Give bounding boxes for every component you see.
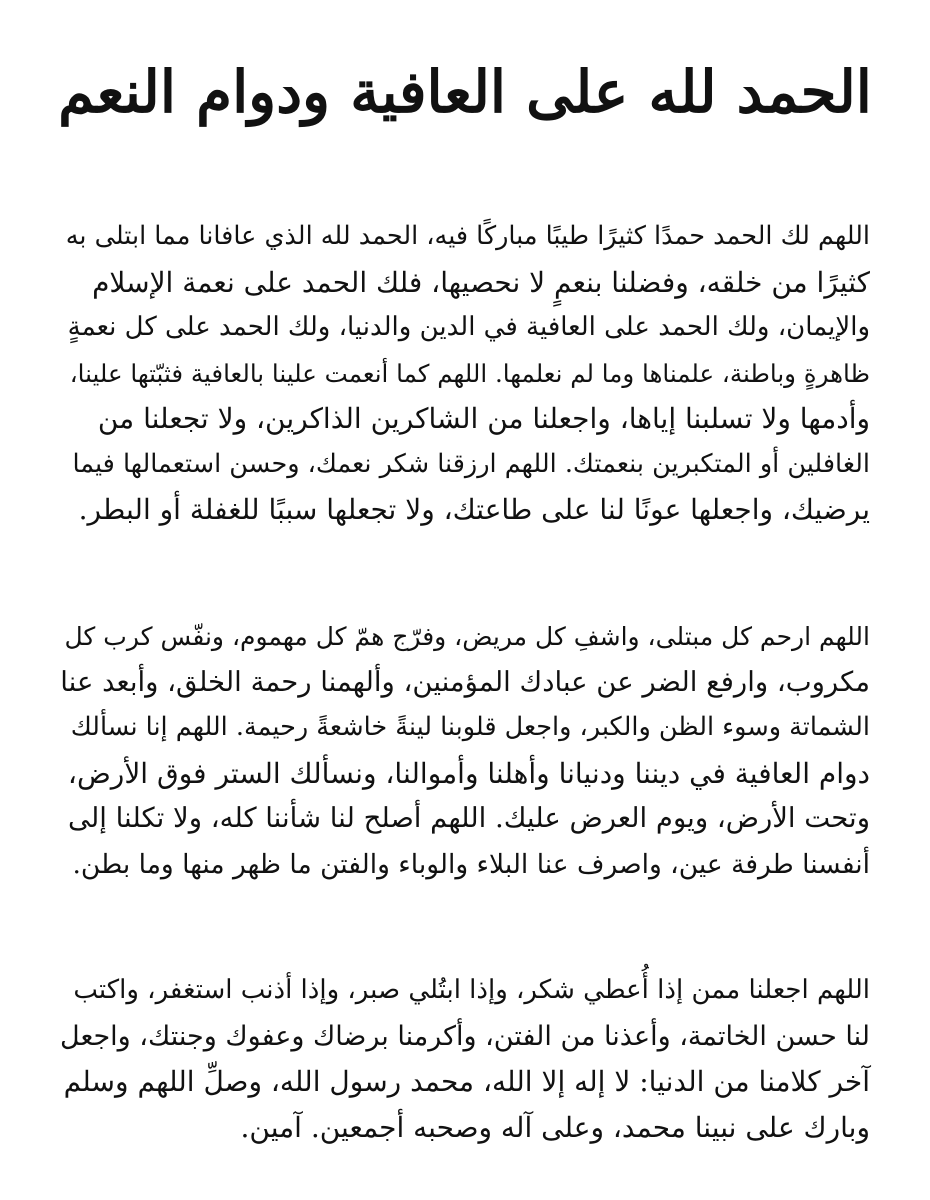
paragraph-closing [60,968,870,1150]
paragraph-line: اللهم اجعلنا ممن إذا أُعطي شكر، وإذا ابتُلي صبر، وإذا أذنب استغفر، واكتب [73,975,870,1005]
paragraph-line: وأدمها ولا تسلبنا إياها، واجعلنا من الشاكرين الذاكرين، ولا تجعلنا من [97,402,870,435]
paragraph-line: لنا حسن الخاتمة، وأعذنا من الفتن، وأكرمنا برضاك وعفوك وجنتك، واجعل [60,1020,870,1052]
paragraph-line: الغافلين أو المتكبرين بنعمتك. اللهم ارزقنا شكر نعمك، وحسن استعمالها فيما [72,448,870,479]
paragraph-line: وتحت الأرض، ويوم العرض عليك. اللهم أصلح لنا شأننا كله، ولا تكلنا إلى [67,802,870,834]
paragraph-gratitude [60,214,870,533]
paragraph-line: كثيرًا من خلقه، وفضلنا بنعمٍ لا نحصيها، فلك الحمد على نعمة الإسلام [92,265,870,299]
paragraph-line: وبارك على نبينا محمد، وعلى آله وصحبه أجمعين. آمين. [240,1110,870,1144]
paragraph-line: آخر كلامنا من الدنيا: لا إله إلا الله، محمد رسول الله، وصلِّ اللهم وسلم [63,1065,870,1098]
paragraph-mercy [60,614,870,887]
paragraph-line: أنفسنا طرفة عين، واصرف عنا البلاء والوباء والفتن ما ظهر منها وما بطن. [72,848,870,880]
paragraph-line: اللهم ارحم كل مبتلى، واشفِ كل مريض، وفرّج همّ كل مهموم، ونفّس كرب كل [64,622,870,651]
paragraph-line: ظاهرةٍ وباطنة، علمناها وما لم نعلمها. اللهم كما أنعمت علينا بالعافية فثبّتها علينا، [69,358,870,388]
paragraph-line: الشماتة وسوء الظن والكبر، واجعل قلوبنا لينةً خاشعةً رحيمة. اللهم إنا نسألك [70,712,870,742]
paragraph-line: دوام العافية في ديننا ودنيانا وأهلنا وأموالنا، ونسألك الستر فوق الأرض، [67,756,870,790]
paragraph-line: اللهم لك الحمد حمدًا كثيرًا طيبًا مباركًا فيه، الحمد لله الذي عافانا مما ابتلى به [65,221,870,251]
paragraph-line: والإيمان، ولك الحمد على العافية في الدين والدنيا، ولك الحمد على كل نعمةٍ [67,312,870,342]
paragraph-line: يرضيك، واجعلها عونًا لنا على طاعتك، ولا تجعلها سببًا للغفلة أو البطر. [78,493,870,526]
document-title: الحمد لله على العافية ودوام النعم [58,58,872,126]
paragraph-line: مكروب، وارفع الضر عن عبادك المؤمنين، وألهمنا رحمة الخلق، وأبعد عنا [60,665,870,698]
